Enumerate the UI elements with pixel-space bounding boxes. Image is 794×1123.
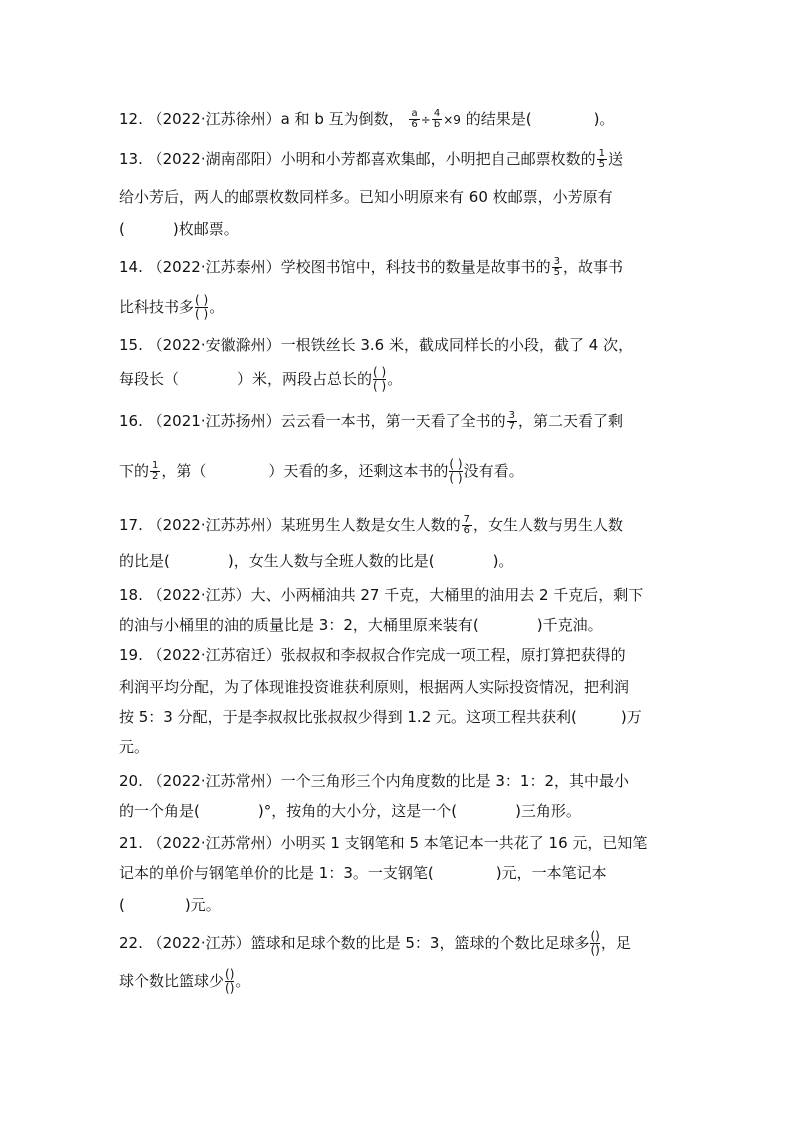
answer-fraction-blank[interactable]: ( ) ( )	[449, 457, 463, 486]
answer-fraction-blank[interactable]: ( ) ( )	[195, 293, 209, 322]
question-19: 19. （2022·江苏宿迁）张叔叔和李叔叔合作完成一项工程，原打算把获得的	[119, 646, 626, 664]
question-19-line4: 元。	[119, 738, 150, 756]
question-15: 15. （2022·安徽滁州）一根铁丝长 3.6 米，截成同样长的小段，截了 4 次，	[119, 336, 634, 354]
question-18: 18. （2022·江苏）大、小两桶油共 27 千克，大桶里的油用去 2 千克后，剩下	[119, 586, 644, 604]
question-14-line2: 比科技书多 ( ) ( ) 。	[119, 293, 225, 322]
question-17-line2: 的比是( )，女生人数与全班人数的比是( )。	[119, 552, 514, 570]
answer-fraction-blank[interactable]: ( ) ( )	[373, 365, 387, 394]
question-12: 12. （2022·江苏徐州）a 和 b 互为倒数， $\frac{a}{6}$ ÷ $\frac{4}{b}$ ×9 的结果是( )。	[119, 107, 615, 130]
fraction-1-5: $\frac{1}{5}$	[598, 147, 605, 170]
question-21-line2: 记本的单价与钢笔单价的比是 1：3。一支钢笔( )元，一本笔记本	[119, 864, 607, 882]
question-22-line2: 球个数比篮球少 () () 。	[119, 967, 251, 996]
fraction-3-5: $\frac{3}{5}$	[553, 255, 560, 278]
question-16: 16. （2021·江苏扬州）云云看一本书，第一天看了全书的 $\frac{3}{7}$ ，第二天看了剩	[119, 409, 623, 432]
question-18-line2: 的油与小桶里的油的质量比是 3：2，大桶里原来装有( )千克油。	[119, 616, 603, 634]
question-15-line2: 每段长（ ）米，两段占总长的 ( ) ( ) 。	[119, 365, 403, 394]
fraction-1-2: $\frac{1}{2}$	[152, 459, 159, 483]
question-13-line2: 给小芳后，两人的邮票枚数同样多。已知小明原来有 60 枚邮票，小芳原有	[119, 188, 613, 206]
question-13-line3: ( )枚邮票。	[119, 220, 239, 238]
answer-fraction-blank[interactable]: () ()	[590, 929, 600, 958]
question-16-line2: 下的 $\frac{1}{2}$ ，第（ ）天看的多，还剩这本书的 ( ) ( ) 没有看。	[119, 457, 524, 486]
question-21-line3: ( )元。	[119, 896, 221, 914]
fraction-3-7: $\frac{3}{7}$	[508, 409, 515, 432]
question-14: 14. （2022·江苏泰州）学校图书馆中，科技书的数量是故事书的 $\frac{3}{5}$ ，故事书	[119, 255, 623, 278]
question-13: 13. （2022·湖南邵阳）小明和小芳都喜欢集邮，小明把自己邮票枚数的 $\frac{1}{5}$ 送	[119, 147, 623, 170]
question-17: 17. （2022·江苏苏州）某班男生人数是女生人数的 $\frac{7}{6}$ ，女生人数与男生人数	[119, 513, 623, 536]
question-19-line2: 利润平均分配，为了体现谁投资谁获利原则，根据两人实际投资情况，把利润	[119, 678, 630, 696]
fraction-a-over-6: $\frac{a}{6}$	[411, 107, 418, 130]
fraction-7-6: $\frac{7}{6}$	[463, 513, 470, 536]
fraction-4-over-b: $\frac{4}{b}$	[433, 107, 441, 130]
question-22: 22. （2022·江苏）篮球和足球个数的比是 5：3，篮球的个数比足球多 () () ，足	[119, 929, 631, 958]
question-20: 20. （2022·江苏常州）一个三角形三个内角度数的比是 3：1：2，其中最小	[119, 772, 629, 790]
question-20-line2: 的一个角是( )°，按角的大小分，这是一个( )三角形。	[119, 802, 581, 820]
answer-fraction-blank[interactable]: () ()	[225, 967, 235, 996]
question-19-line3: 按 5：3 分配，于是李叔叔比张叔叔少得到 1.2 元。这项工程共获利( )万	[119, 708, 642, 726]
question-21: 21. （2022·江苏常州）小明买 1 支钢笔和 5 本笔记本一共花了 16 元，已知笔	[119, 834, 648, 852]
